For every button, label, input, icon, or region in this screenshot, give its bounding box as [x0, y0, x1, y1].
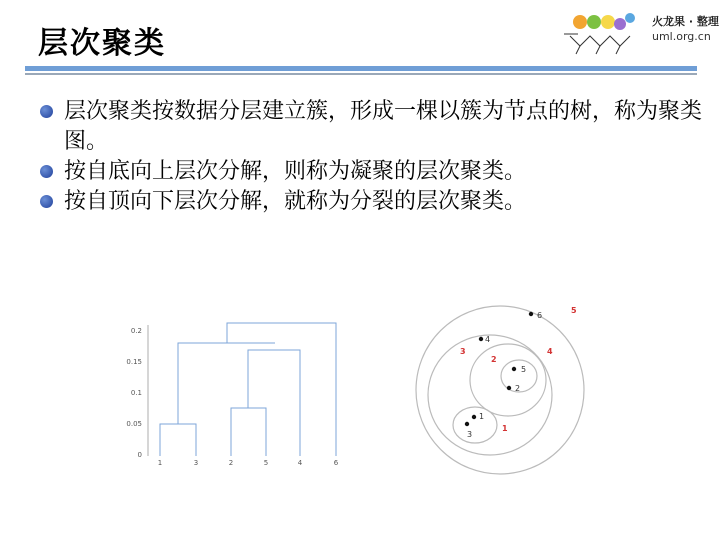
y-tick-label: 0.2 [130, 327, 142, 335]
cluster-label: 2 [491, 355, 497, 364]
x-tick-label: 5 [263, 459, 269, 467]
bullet-text: 按自顶向下层次分解，就称为分裂的层次聚类。 [64, 189, 527, 214]
y-tick-label: 0.1 [130, 389, 142, 397]
clustering-figure [110, 290, 600, 480]
cluster-label: 3 [460, 347, 466, 356]
bullet-text: 层次聚类按数据分层建立簇，形成一棵以簇为节点的树，称为聚类图。 [64, 99, 703, 154]
bullet-item [22, 187, 702, 217]
cluster-label: 1 [502, 424, 508, 433]
x-tick-label: 4 [297, 459, 303, 467]
bullet-item [22, 157, 702, 187]
title-rule-thin [25, 73, 697, 75]
x-tick-label: 2 [228, 459, 234, 467]
cluster-label: 5 [571, 306, 577, 315]
cluster-diagram [416, 306, 584, 474]
slide-title: 层次聚类 [38, 26, 166, 61]
point-label: 5 [521, 365, 527, 374]
bullet-icon [40, 165, 53, 178]
x-tick-label: 3 [193, 459, 199, 467]
bullet-icon [40, 195, 53, 208]
y-tick-label: 0.05 [126, 420, 142, 428]
point-label: 1 [479, 412, 485, 421]
bullet-item [22, 97, 702, 157]
point-label: 2 [515, 384, 521, 393]
y-tick-label: 0.15 [126, 358, 142, 366]
bullet-list [22, 97, 702, 217]
bullet-text: 按自底向上层次分解，则称为凝聚的层次聚类。 [64, 159, 527, 184]
dendrogram [126, 323, 338, 467]
logo-text: 火龙果 · 整理 [652, 15, 719, 28]
cluster-label: 4 [547, 347, 553, 356]
point-label: 4 [485, 335, 491, 344]
title-rule [25, 66, 697, 71]
point-label: 6 [537, 311, 543, 320]
point-label: 3 [467, 430, 473, 439]
x-tick-label: 1 [157, 459, 163, 467]
y-tick-label: 0 [137, 451, 142, 459]
x-tick-label: 6 [333, 459, 339, 467]
bullet-icon [40, 105, 53, 118]
logo-url: uml.org.cn [652, 30, 711, 43]
